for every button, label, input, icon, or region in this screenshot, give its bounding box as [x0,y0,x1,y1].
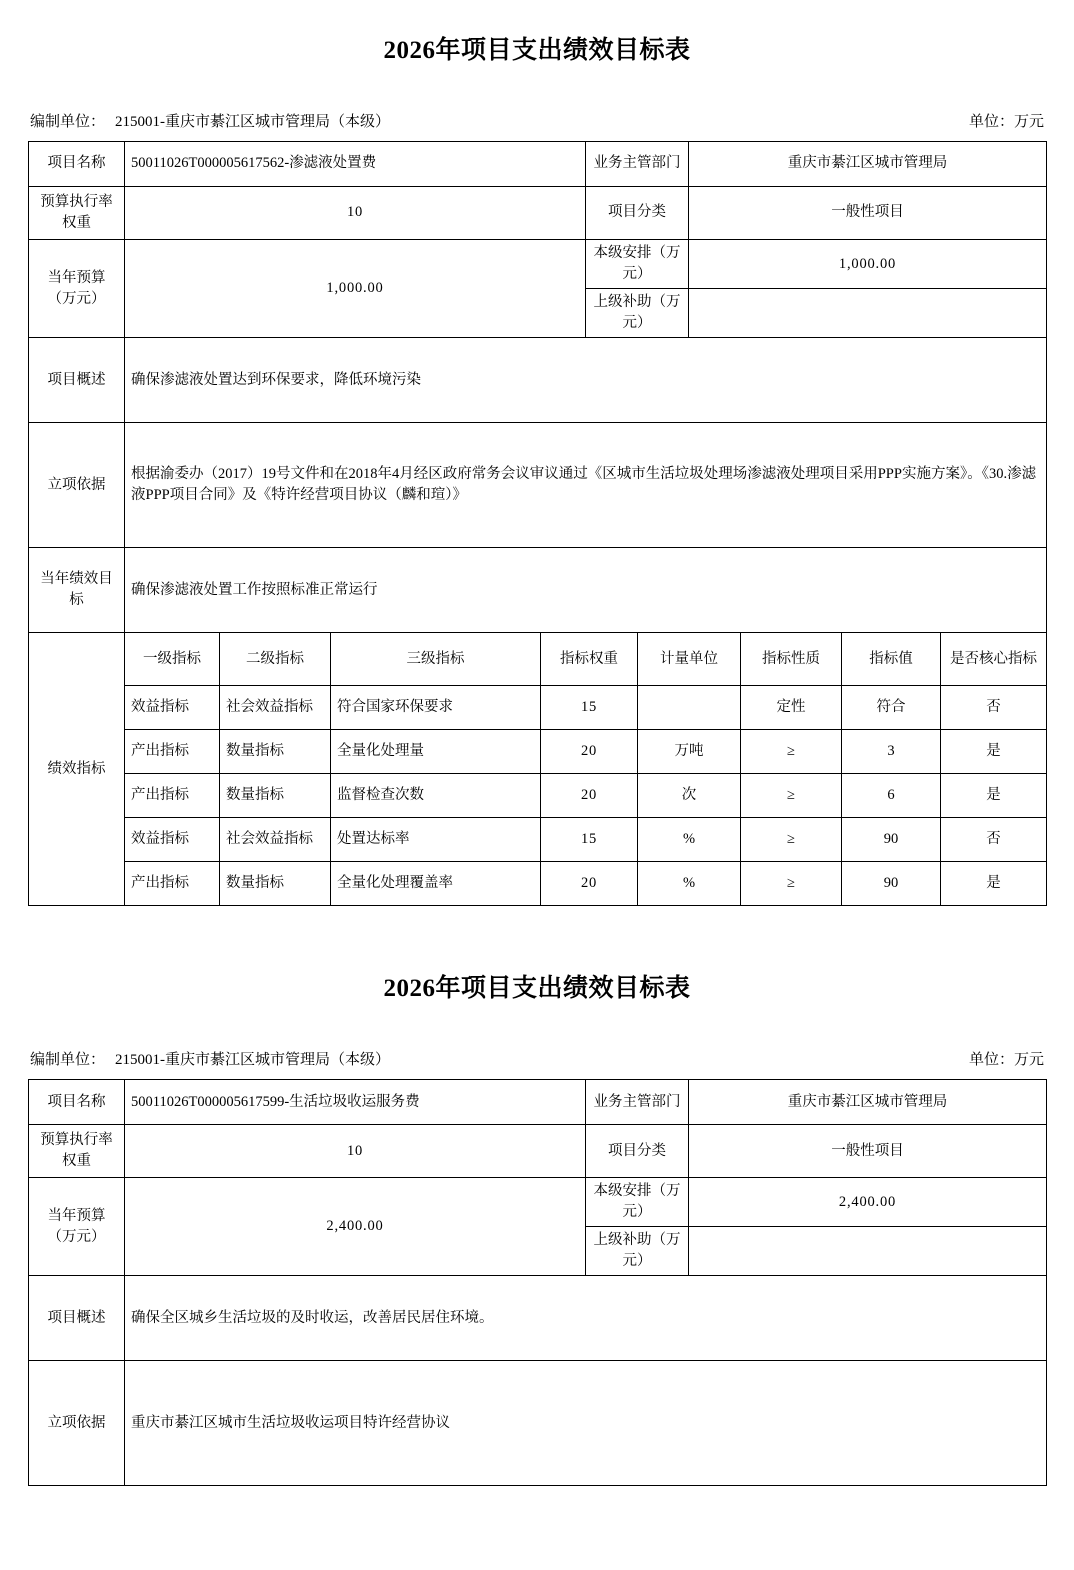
compiler-info-1 [30,110,390,131]
indicator-core: 否 [941,818,1047,862]
indicator-header-level3-1: 三级指标 [331,633,541,686]
value-exec-weight-2: 10 [125,1125,586,1178]
label-project-name-1: 项目名称 [29,142,125,187]
indicator-unit [638,686,741,730]
value-category-1: 一般性项目 [689,187,1047,240]
indicator-nature: ≥ [741,730,842,774]
label-dept-2: 业务主管部门 [586,1080,689,1125]
indicator-header-core-1: 是否核心指标 [941,633,1047,686]
indicator-value: 符合 [842,686,941,730]
indicator-header-weight-1: 指标权重 [541,633,638,686]
performance-sheet-1 [28,0,1046,906]
table-row [29,1361,1047,1486]
value-dept-2: 重庆市綦江区城市管理局 [689,1080,1047,1125]
label-local-arrange-2: 本级安排（万元） [586,1178,689,1227]
compiler-info-2 [30,1048,390,1069]
indicator-header-level1-1: 一级指标 [125,633,220,686]
value-upper-subsidy-1 [689,289,1047,338]
performance-table-1 [28,141,1047,633]
indicator-level3: 符合国家环保要求 [331,686,541,730]
table-row [29,1276,1047,1361]
table-row [29,730,1047,774]
value-category-2: 一般性项目 [689,1125,1047,1178]
indicator-level1: 产出指标 [125,774,220,818]
page-title-1: 2026年项目支出绩效目标表 [383,37,691,64]
indicator-table-1 [28,632,1047,906]
table-row [29,240,1047,289]
indicator-level1: 效益指标 [125,686,220,730]
value-local-arrange-1: 1,000.00 [689,240,1047,289]
label-upper-subsidy-1: 上级补助（万元） [586,289,689,338]
indicator-value: 90 [842,818,941,862]
value-overview-2: 确保全区城乡生活垃圾的及时收运，改善居民居住环境。 [125,1276,1047,1361]
label-overview-2: 项目概述 [29,1276,125,1361]
indicator-level1: 效益指标 [125,818,220,862]
table-row [29,1125,1047,1178]
indicator-nature: ≥ [741,774,842,818]
indicator-level3: 处置达标率 [331,818,541,862]
indicator-unit: 万吨 [638,730,741,774]
value-exec-weight-1: 10 [125,187,586,240]
performance-table-2 [28,1079,1047,1486]
unit-note-1: 单位：万元 [968,114,1044,130]
label-annual-budget-1: 当年预算（万元） [29,240,125,338]
table-row [29,548,1047,633]
indicator-level2: 社会效益指标 [220,818,331,862]
label-local-arrange-1: 本级安排（万元） [586,240,689,289]
indicator-header-row-1 [29,633,1047,686]
table-row [29,187,1047,240]
indicator-nature: ≥ [741,862,842,906]
value-basis-1: 根据渝委办（2017）19号文件和在2018年4月经区政府常务会议审议通过《区城市生活垃圾处理场渗滤液处理项目采用PPP实施方案》。《30.渗滤液PPP项目合同》及《特许经营项目协议（麟和瑄）》 [125,423,1047,548]
indicator-core: 是 [941,862,1047,906]
table-row [29,338,1047,423]
label-annual-goal-1: 当年绩效目标 [29,548,125,633]
table-row [29,142,1047,187]
table-row [29,1178,1047,1227]
indicator-value: 90 [842,862,941,906]
label-category-1: 项目分类 [586,187,689,240]
table-row [29,774,1047,818]
indicator-level1: 产出指标 [125,862,220,906]
indicator-weight: 15 [541,818,638,862]
table-row [29,862,1047,906]
table-row [29,686,1047,730]
compiler-value-2: 215001-重庆市綦江区城市管理局（本级） [115,1052,391,1069]
label-upper-subsidy-2: 上级补助（万元） [586,1227,689,1276]
page-bottom-spacer [28,1486,1046,1570]
indicator-weight: 20 [541,774,638,818]
label-annual-budget-2: 当年预算（万元） [29,1178,125,1276]
indicator-level2: 数量指标 [220,862,331,906]
indicator-level3: 全量化处理量 [331,730,541,774]
table-row [29,818,1047,862]
indicator-core: 是 [941,730,1047,774]
label-exec-weight-1: 预算执行率权重 [29,187,125,240]
indicator-header-value-1: 指标值 [842,633,941,686]
indicator-value: 3 [842,730,941,774]
indicator-core: 否 [941,686,1047,730]
indicator-level2: 数量指标 [220,774,331,818]
indicator-header-unit-1: 计量单位 [638,633,741,686]
value-project-name-1: 50011026T000005617562-渗滤液处置费 [125,142,586,187]
label-perf-indicators-1: 绩效指标 [29,633,125,906]
value-annual-goal-1: 确保渗滤液处置工作按照标准正常运行 [125,548,1047,633]
label-basis-2: 立项依据 [29,1361,125,1486]
indicator-weight: 20 [541,862,638,906]
indicator-value: 6 [842,774,941,818]
indicator-nature: ≥ [741,818,842,862]
indicator-unit: 次 [638,774,741,818]
label-basis-1: 立项依据 [29,423,125,548]
value-dept-1: 重庆市綦江区城市管理局 [689,142,1047,187]
value-upper-subsidy-2 [689,1227,1047,1276]
indicator-core: 是 [941,774,1047,818]
meta-row-2 [28,1048,1046,1069]
indicator-header-level2-1: 二级指标 [220,633,331,686]
label-dept-1: 业务主管部门 [586,142,689,187]
indicator-unit: % [638,862,741,906]
table-row [29,423,1047,548]
label-project-name-2: 项目名称 [29,1080,125,1125]
indicator-weight: 20 [541,730,638,774]
indicator-level3: 全量化处理覆盖率 [331,862,541,906]
compiler-label-1: 编制单位： [30,114,106,130]
indicator-level2: 社会效益指标 [220,686,331,730]
indicator-weight: 15 [541,686,638,730]
value-annual-budget-1: 1,000.00 [125,240,586,338]
indicator-nature: 定性 [741,686,842,730]
value-local-arrange-2: 2,400.00 [689,1178,1047,1227]
indicator-level3: 监督检查次数 [331,774,541,818]
value-overview-1: 确保渗滤液处置达到环保要求，降低环境污染 [125,338,1047,423]
compiler-label-2: 编制单位： [30,1052,106,1069]
page-title-2: 2026年项目支出绩效目标表 [383,975,691,1003]
indicator-level2: 数量指标 [220,730,331,774]
value-project-name-2: 50011026T000005617599-生活垃圾收运服务费 [125,1080,586,1125]
indicator-header-nature-1: 指标性质 [741,633,842,686]
label-category-2: 项目分类 [586,1125,689,1178]
value-basis-2: 重庆市綦江区城市生活垃圾收运项目特许经营协议 [125,1361,1047,1486]
performance-sheet-2 [28,906,1046,1570]
label-exec-weight-2: 预算执行率权重 [29,1125,125,1178]
compiler-value-1: 215001-重庆市綦江区城市管理局（本级） [115,114,391,130]
indicator-unit: % [638,818,741,862]
unit-note-2: 单位：万元 [968,1052,1044,1069]
meta-row-1 [28,110,1046,131]
table-row [29,1080,1047,1125]
label-overview-1: 项目概述 [29,338,125,423]
indicator-level1: 产出指标 [125,730,220,774]
value-annual-budget-2: 2,400.00 [125,1178,586,1276]
